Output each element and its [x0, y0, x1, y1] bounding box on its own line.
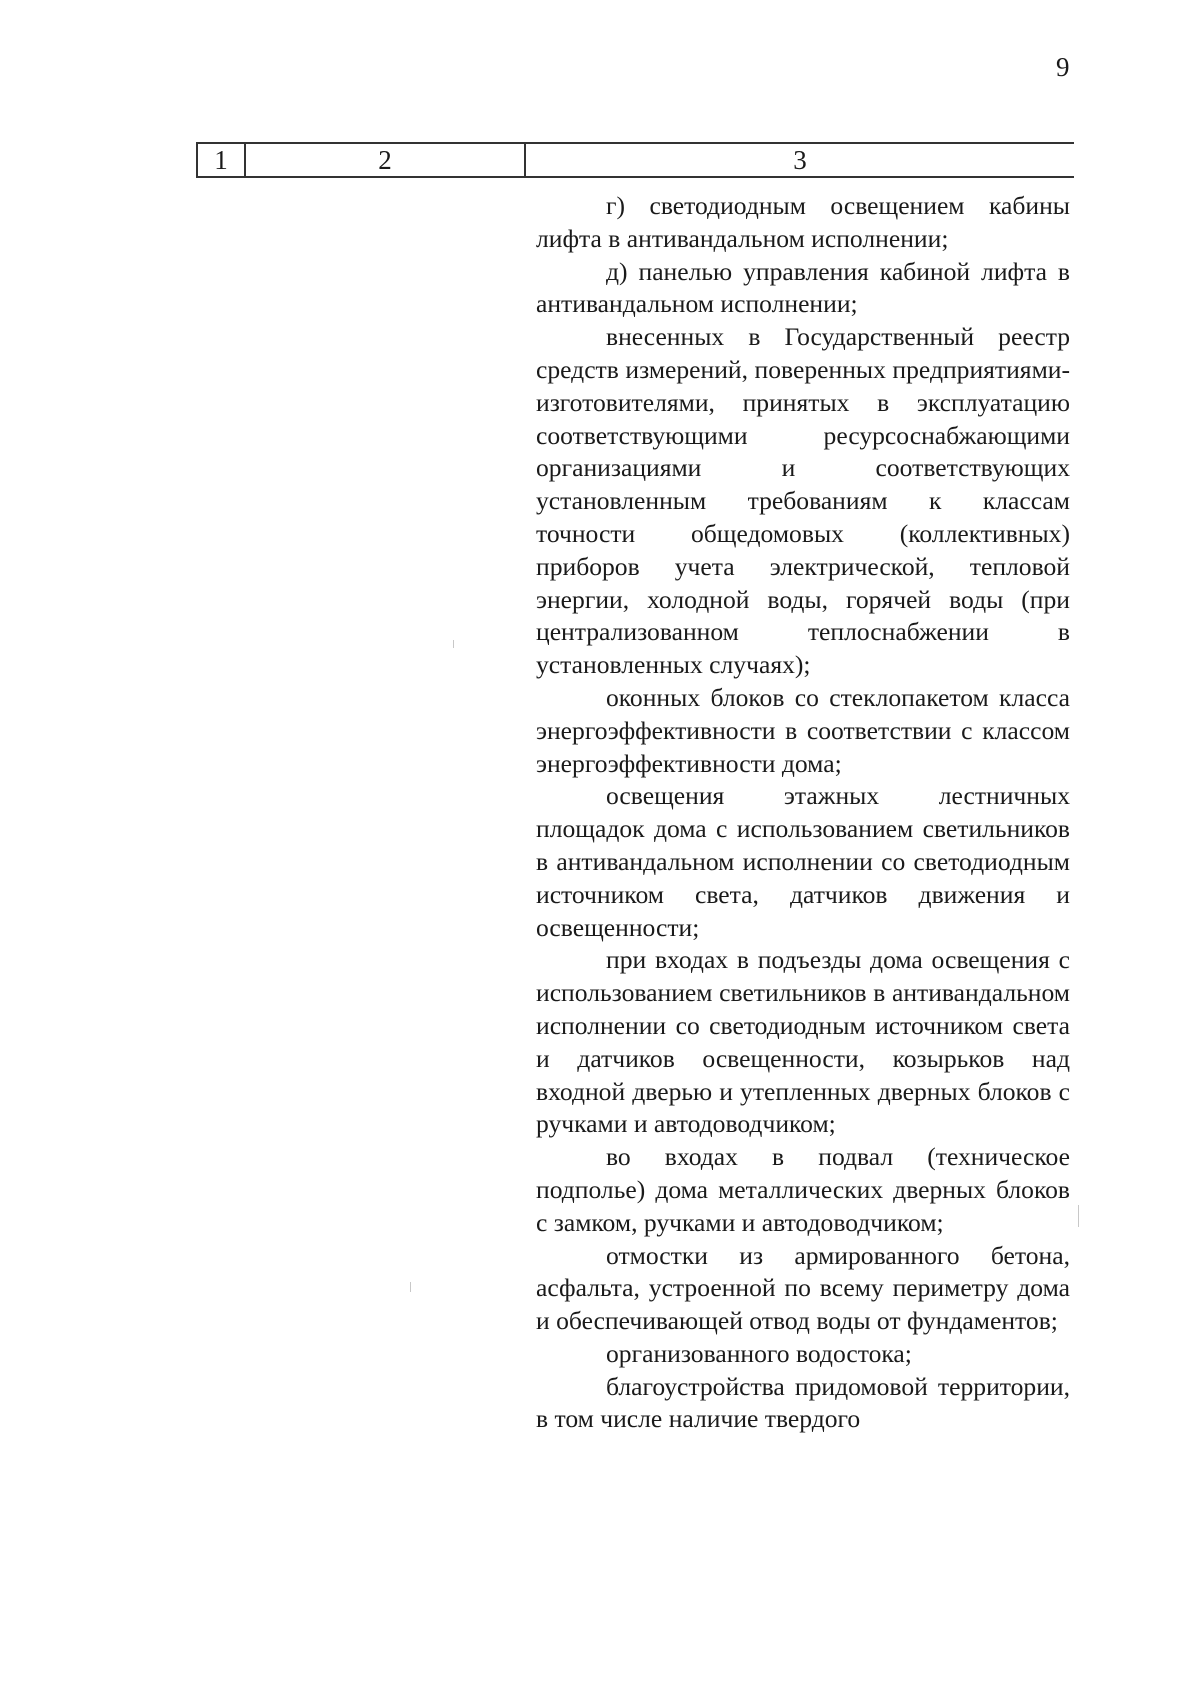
column-header-2: 2 — [378, 145, 392, 175]
table-header-row — [196, 142, 1074, 178]
paragraph: внесенных в Государственный реестр средств измерений, поверенных предприятиями-изготовителями, принятых в эксплуатацию соответствующими ресурсоснабжающими организациями и соответствующих установленным требованиям к классам точности общедомовых (коллективных) приборов учета электрической, тепловой энергии, холодной воды, горячей воды (при централизованном теплоснабжении в установленных случаях); — [536, 322, 1070, 680]
scan-artifact — [1078, 1205, 1079, 1227]
column-header-3: 3 — [793, 145, 807, 175]
scan-artifact — [410, 1282, 411, 1292]
paragraph: организованного водостока; — [606, 1338, 912, 1368]
paragraph: во входах в подвал (техническое подполье) дома металлических дверных блоков с замком, ручками и автодоводчиком; — [536, 1142, 1070, 1237]
paragraph: благоустройства придомовой территории, в том числе наличие твердого — [536, 1371, 1070, 1434]
scan-artifact — [453, 640, 454, 648]
column-3-content — [536, 190, 1070, 1436]
paragraph: освещения этажных лестничных площадок дома с использованием светильников в антивандальном исполнении со светодиодным источником света, датчиков движения и освещенности; — [536, 781, 1070, 942]
page-number: 9 — [1056, 52, 1070, 82]
paragraph: оконных блоков со стеклопакетом класса энергоэффективности в соответствии с классом энергоэффективности дома; — [536, 682, 1070, 778]
paragraph: д) панелью управления кабиной лифта в антивандальном исполнении; — [536, 256, 1070, 319]
paragraph: г) светодиодным освещением кабины лифта в антивандальном исполнении; — [536, 191, 1070, 253]
table-bottom-border — [196, 176, 1074, 178]
column-header-1: 1 — [214, 145, 228, 175]
paragraph: при входах в подъезды дома освещения с использованием светильников в антивандальном исполнении со светодиодным источником света и датчиков освещенности, козырьков над входной дверью и утепленных дверных блоков с ручками и автодоводчиком; — [536, 945, 1070, 1139]
paragraph: отмостки из армированного бетона, асфальта, устроенной по всему периметру дома и обеспечивающей отвод воды от фундаментов; — [536, 1240, 1070, 1336]
